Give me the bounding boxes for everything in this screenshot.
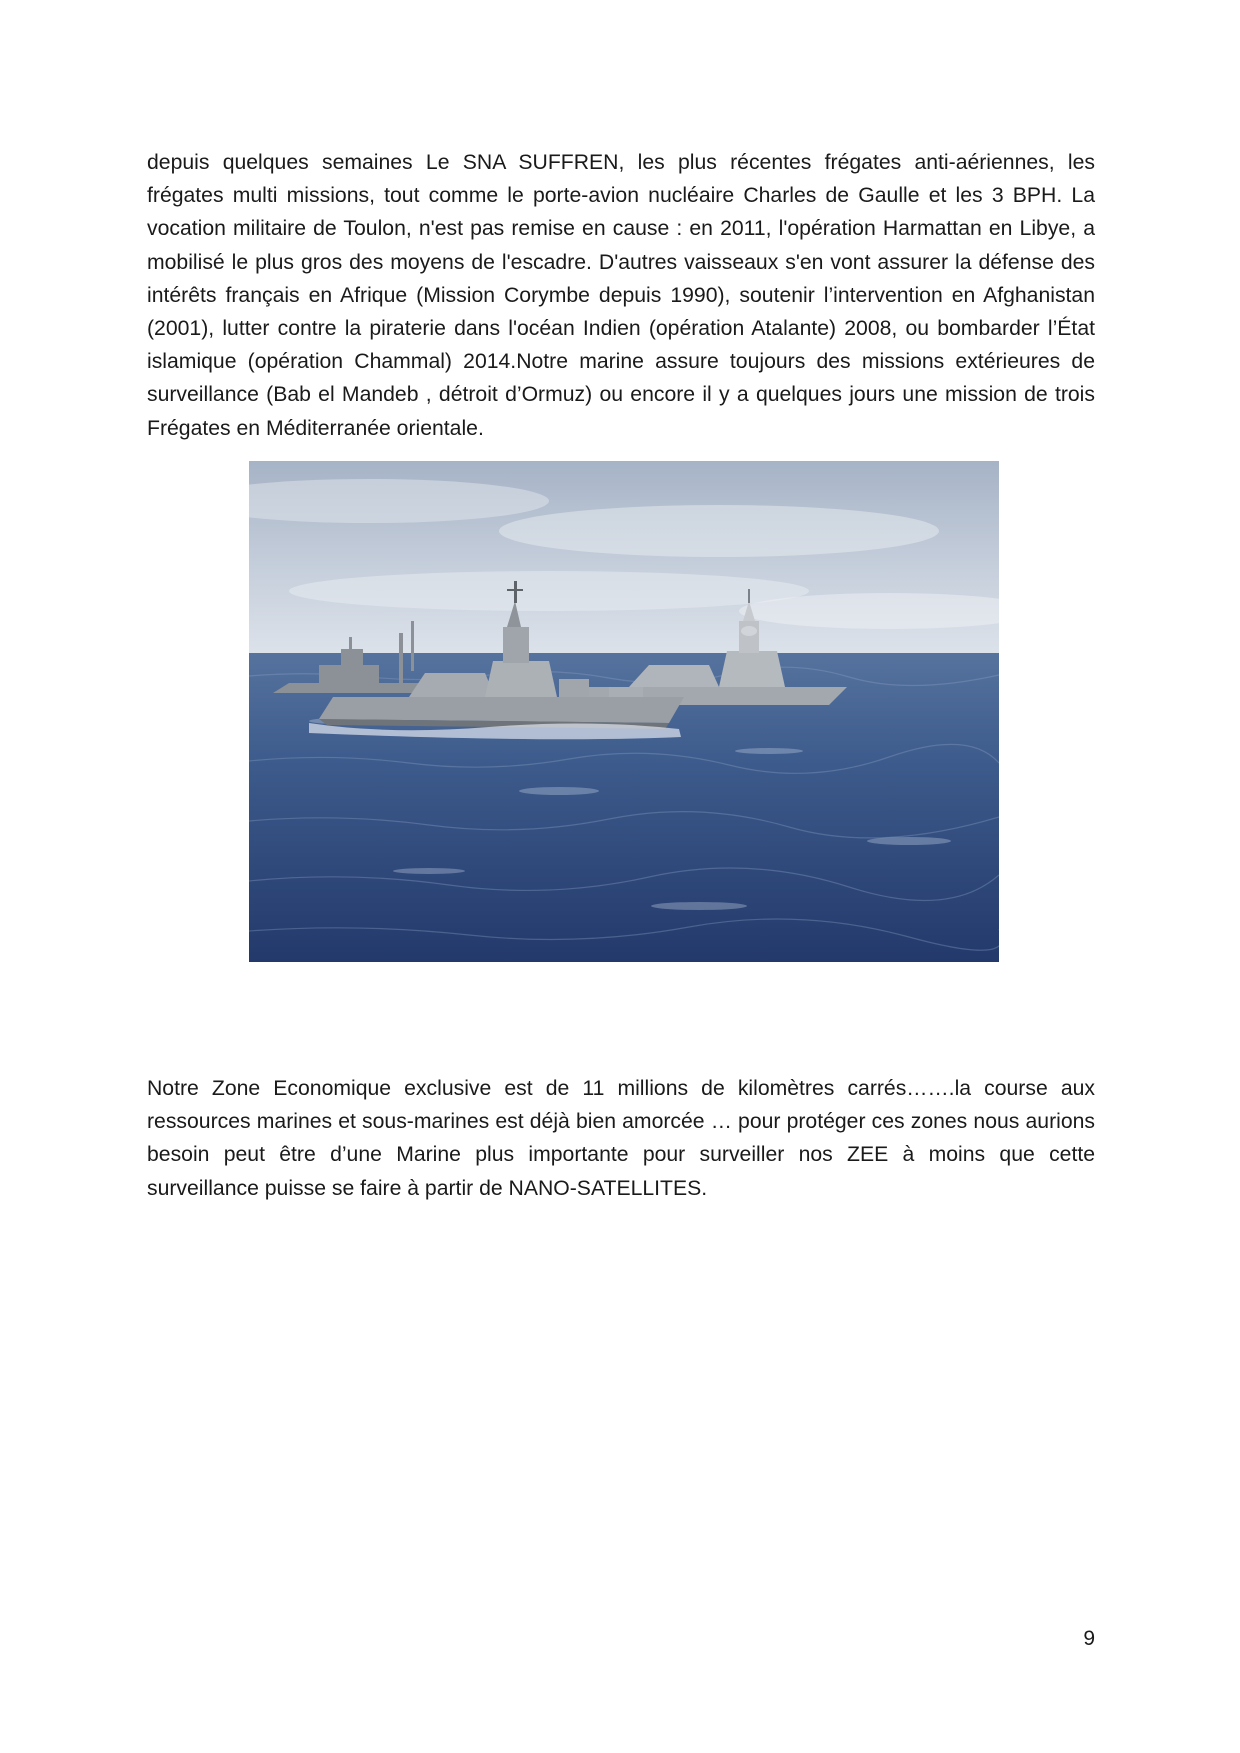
paragraph-navy-missions: depuis quelques semaines Le SNA SUFFREN, les plus récentes frégates anti-aériennes, les frégates multi missions, tout comme le porte-avion nucléaire Charles de Gaulle et les 3 BPH. La vocation militaire de Toulon, n'est pas remise en cause : en 2011, l'opération Harmattan en Libye, a mobilisé le plus gros des moyens de l'escadre. D'autres vaisseaux s'en vont assurer la défense des intérêts français en Afrique (Mission Corymbe depuis 1990), soutenir l’intervention en Afghanistan (2001), lutter contre la piraterie dans l'océan Indien (opération Atalante) 2008, ou bombarder l’État islamique (opération Chammal) 2014.Notre marine assure toujours des missions extérieures de surveillance (Bab el Mandeb , détroit d’Ormuz) ou encore il y a quelques jours une mission de trois Frégates en Méditerranée orientale.: [147, 151, 1095, 440]
warships-photo: [249, 461, 999, 962]
page-number: 9: [1083, 1627, 1095, 1650]
paragraph-zee: Notre Zone Economique exclusive est de 11 millions de kilomètres carrés…….la course aux ressources marines et sous-marines est déjà bien amorcée … pour protéger ces zones nous aurions besoin peut être d’une Marine plus importante pour surveiller nos ZEE à moins que cette surveillance puisse se faire à partir de NANO-SATELLITES.: [147, 1077, 1095, 1200]
